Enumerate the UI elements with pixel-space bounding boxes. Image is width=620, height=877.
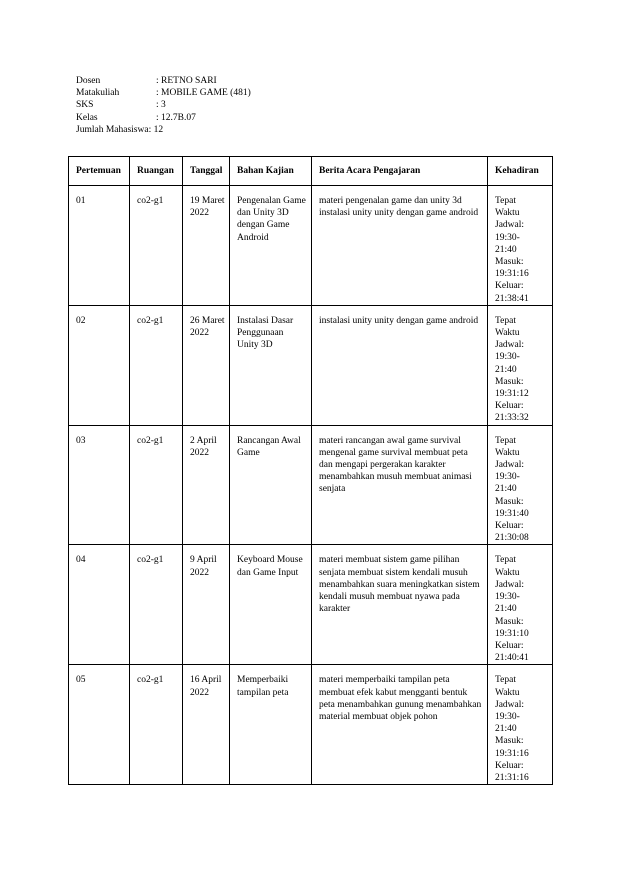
info-label: Matakuliah bbox=[76, 88, 120, 99]
info-label: Dosen bbox=[76, 76, 101, 86]
kehadiran-line: 21:38:41 bbox=[495, 293, 529, 304]
kehadiran-line: Masuk: bbox=[495, 616, 524, 627]
cell-bahan-kajian: Rancangan Awal Game bbox=[230, 425, 312, 545]
cell-bahan-kajian: Pengenalan Game dan Unity 3D dengan Game Android bbox=[230, 186, 312, 306]
kehadiran-line: Keluar: bbox=[495, 401, 524, 412]
kehadiran-line: Jadwal: bbox=[495, 699, 525, 710]
kehadiran-line: 19:30- bbox=[495, 592, 520, 603]
cell-tanggal: 19 Maret 2022 bbox=[183, 186, 230, 306]
cell-berita-acara: instalasi unity unity dengan game android bbox=[312, 305, 488, 425]
cell-tanggal: 16 April 2022 bbox=[183, 665, 230, 785]
table-row bbox=[69, 425, 553, 545]
table-header-row bbox=[69, 157, 553, 186]
kehadiran-line: 21:40 bbox=[495, 364, 517, 375]
info-row-dosen bbox=[76, 75, 251, 87]
cell-kehadiran bbox=[488, 305, 553, 425]
cell-pertemuan: 03 bbox=[69, 425, 130, 545]
kehadiran-line: Masuk: bbox=[495, 376, 524, 387]
kehadiran-line: Keluar: bbox=[495, 760, 524, 771]
header-bahan-kajian: Bahan Kajian bbox=[230, 157, 312, 186]
kehadiran-line: Jadwal: bbox=[495, 220, 525, 231]
kehadiran-line: 19:31:12 bbox=[495, 389, 529, 400]
cell-pertemuan: 05 bbox=[69, 665, 130, 785]
kehadiran-line: 21:30:08 bbox=[495, 533, 529, 544]
header-kehadiran: Kehadiran bbox=[488, 157, 553, 186]
kehadiran-line: 19:31:16 bbox=[495, 748, 529, 759]
info-row-jumlah-mahasiswa bbox=[76, 124, 251, 136]
info-value: : 12.7B.07 bbox=[156, 112, 196, 123]
cell-tanggal: 2 April 2022 bbox=[183, 425, 230, 545]
kehadiran-line: 21:40 bbox=[495, 244, 517, 255]
cell-berita-acara: materi membuat sistem game pilihan senjata membuat sistem kendali musuh menambahkan suara meningkatkan sistem kendali musuh membuat nyawa pada karakter bbox=[312, 545, 488, 665]
kehadiran-line: 19:31:16 bbox=[495, 269, 529, 280]
kehadiran-line: Tepat bbox=[495, 435, 516, 446]
kehadiran-line: 21:40 bbox=[495, 484, 517, 495]
info-value: : RETNO SARI bbox=[156, 76, 217, 86]
kehadiran-line: Waktu bbox=[495, 447, 520, 458]
attendance-table bbox=[68, 156, 553, 785]
kehadiran-line: Tepat bbox=[495, 675, 516, 686]
info-row-kelas bbox=[76, 112, 251, 124]
cell-ruangan: co2-g1 bbox=[130, 186, 183, 306]
kehadiran-line: Masuk: bbox=[495, 736, 524, 747]
kehadiran-line: Jadwal: bbox=[495, 340, 525, 351]
kehadiran-line: 21:40:41 bbox=[495, 653, 529, 664]
header-pertemuan: Pertemuan bbox=[69, 157, 130, 186]
kehadiran-line: 19:30- bbox=[495, 232, 520, 243]
kehadiran-line: Tepat bbox=[495, 555, 516, 566]
cell-tanggal: 26 Maret 2022 bbox=[183, 305, 230, 425]
info-value: : MOBILE GAME (481) bbox=[156, 88, 251, 99]
cell-berita-acara: materi memperbaiki tampilan peta membuat efek kabut mengganti bentuk peta menambahkan gunung menambahkan material membuat objek pohon bbox=[312, 665, 488, 785]
course-info bbox=[76, 75, 251, 136]
cell-kehadiran bbox=[488, 425, 553, 545]
kehadiran-line: Masuk: bbox=[495, 257, 524, 268]
kehadiran-line: 21:40 bbox=[495, 724, 517, 735]
cell-ruangan: co2-g1 bbox=[130, 545, 183, 665]
kehadiran-line: Keluar: bbox=[495, 521, 524, 532]
cell-kehadiran bbox=[488, 186, 553, 306]
cell-ruangan: co2-g1 bbox=[130, 665, 183, 785]
cell-bahan-kajian: Memperbaiki tampilan peta bbox=[230, 665, 312, 785]
table-row bbox=[69, 665, 553, 785]
info-value: : 12 bbox=[148, 124, 164, 135]
cell-ruangan: co2-g1 bbox=[130, 425, 183, 545]
kehadiran-line: Jadwal: bbox=[495, 460, 525, 471]
info-label: Kelas bbox=[76, 112, 98, 123]
info-value: : 3 bbox=[156, 100, 166, 111]
cell-bahan-kajian: Instalasi Dasar Penggunaan Unity 3D bbox=[230, 305, 312, 425]
info-row-sks bbox=[76, 99, 251, 111]
kehadiran-line: Keluar: bbox=[495, 640, 524, 651]
cell-berita-acara: materi rancangan awal game survival mengenal game survival membuat peta dan mengapi pergerakan karakter menambahkan musuh membuat animasi senjata bbox=[312, 425, 488, 545]
cell-pertemuan: 02 bbox=[69, 305, 130, 425]
kehadiran-line: 19:31:10 bbox=[495, 628, 529, 639]
kehadiran-line: Waktu bbox=[495, 328, 520, 339]
cell-berita-acara: materi pengenalan game dan unity 3d instalasi unity unity dengan game android bbox=[312, 186, 488, 306]
table-row bbox=[69, 545, 553, 665]
table-row bbox=[69, 186, 553, 306]
cell-kehadiran bbox=[488, 665, 553, 785]
kehadiran-line: Tepat bbox=[495, 196, 516, 206]
kehadiran-line: 21:40 bbox=[495, 604, 517, 615]
kehadiran-line: Waktu bbox=[495, 567, 520, 578]
header-berita-acara: Berita Acara Pengajaran bbox=[312, 157, 488, 186]
cell-ruangan: co2-g1 bbox=[130, 305, 183, 425]
header-ruangan: Ruangan bbox=[130, 157, 183, 186]
info-label: Jumlah Mahasiswa bbox=[76, 124, 149, 135]
header-tanggal: Tanggal bbox=[183, 157, 230, 186]
cell-pertemuan: 01 bbox=[69, 186, 130, 306]
kehadiran-line: Tepat bbox=[495, 315, 516, 326]
info-row-matakuliah bbox=[76, 87, 251, 99]
kehadiran-line: Masuk: bbox=[495, 496, 524, 507]
kehadiran-line: 21:33:32 bbox=[495, 413, 529, 424]
kehadiran-line: Waktu bbox=[495, 687, 520, 698]
kehadiran-line: Waktu bbox=[495, 208, 520, 219]
kehadiran-line: 19:30- bbox=[495, 352, 520, 363]
kehadiran-line: Jadwal: bbox=[495, 579, 525, 590]
cell-kehadiran bbox=[488, 545, 553, 665]
kehadiran-line: 19:30- bbox=[495, 472, 520, 483]
cell-pertemuan: 04 bbox=[69, 545, 130, 665]
kehadiran-line: 19:30- bbox=[495, 711, 520, 722]
cell-bahan-kajian: Keyboard Mouse dan Game Input bbox=[230, 545, 312, 665]
kehadiran-line: 19:31:40 bbox=[495, 508, 529, 519]
cell-tanggal: 9 April 2022 bbox=[183, 545, 230, 665]
table-row bbox=[69, 305, 553, 425]
kehadiran-line: 21:31:16 bbox=[495, 772, 529, 783]
info-label: SKS bbox=[76, 100, 94, 111]
kehadiran-line: Keluar: bbox=[495, 281, 524, 292]
